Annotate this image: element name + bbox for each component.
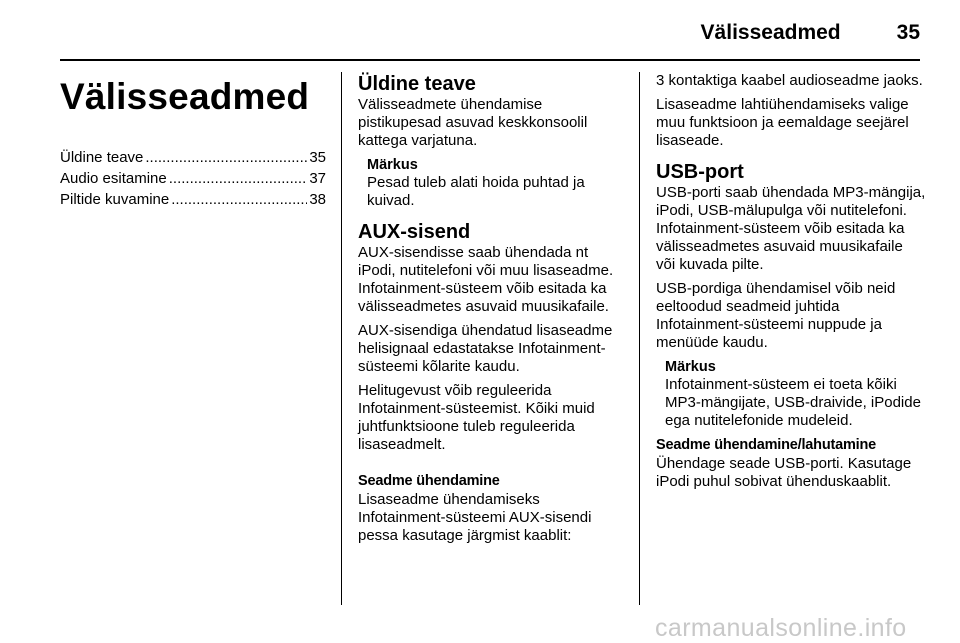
subheading-connect-device: Seadme ühendamine — [358, 473, 500, 489]
column-3 — [656, 72, 926, 497]
usb-paragraph-1: USB-porti saab ühendada MP3-mängija, iPodi, USB-mälupulga või nutitelefoni. Infotainment-süsteem võib esitada ka välisseadmetes asuvaid muusikafaile või kuvada pilte. — [656, 184, 926, 273]
section-heading-general: Üldine teave — [358, 73, 476, 95]
toc-leader — [169, 168, 308, 189]
toc-page: 37 — [309, 170, 326, 187]
column-divider-1 — [341, 72, 342, 605]
usb-paragraph-2: USB-pordiga ühendamisel võib neid eeltoodud seadmeid juhtida Infotainment-süsteemi nuppude ja menüüde kaudu. — [656, 280, 896, 351]
toc-label: Üldine teave — [60, 149, 144, 166]
toc-item-pictures[interactable] — [60, 189, 326, 210]
toc-leader — [145, 147, 307, 168]
watermark: carmanualsonline.info — [655, 614, 907, 642]
aux-paragraph-2: AUX-sisendiga ühendatud lisaseadme helisignaal edastatakse Infotainment-süsteemi kõlarite kaudu. — [358, 322, 613, 375]
chapter-title: Välisseadmed — [60, 76, 310, 117]
header-rule — [60, 59, 920, 61]
toc-page: 38 — [309, 191, 326, 208]
connect-body: Lisaseadme ühendamiseks Infotainment-süsteemi AUX-sisendi pessa kasutage järgmist kaablit: — [358, 491, 592, 544]
aux-paragraph-3: Helitugevust võib reguleerida Infotainment-süsteemist. Kõiki muid juhtfunktsioone tuleb reguleerida lisaseadmelt. — [358, 382, 595, 453]
column-2 — [358, 72, 626, 551]
note-usb — [665, 358, 926, 430]
cable-text: 3 kontaktiga kaabel audioseadme jaoks. — [656, 72, 923, 89]
running-header — [701, 16, 920, 50]
general-subheading: Välisseadmete ühendamise — [358, 96, 543, 113]
note-text: Infotainment-süsteem ei toeta kõiki MP3-mängijate, USB-draivide, iPodide ega nutitelefonide mudeleid. — [665, 376, 921, 429]
disconnect-text: Lisaseadme lahtiühendamiseks valige muu funktsioon ja eemaldage seejärel lisaseade. — [656, 96, 909, 149]
usb-connect-body: Ühendage seade USB-porti. Kasutage iPodi puhul sobivat ühenduskaablit. — [656, 455, 912, 490]
general-body: pistikupesad asuvad keskkonsoolil kattega varjatuna. — [358, 114, 588, 149]
toc-label: Audio esitamine — [60, 170, 167, 187]
header-title: Välisseadmed — [700, 21, 841, 44]
toc-item-audio[interactable] — [60, 168, 326, 189]
note-label: Märkus — [665, 359, 716, 375]
note-general — [367, 156, 626, 210]
aux-paragraph-1: AUX-sisendisse saab ühendada nt iPodi, nutitelefoni või muu lisaseadme. Infotainment-süsteem võib esitada ka välisseadmetes asuvaid muusikafaile. — [358, 244, 614, 315]
toc-leader — [171, 189, 307, 210]
note-text: Pesad tuleb alati hoida puhtad ja kuivad. — [367, 174, 585, 209]
subheading-connect-disconnect: Seadme ühendamine/lahutamine — [656, 437, 877, 453]
toc-label: Piltide kuvamine — [60, 191, 170, 208]
section-heading-aux: AUX-sisend — [358, 221, 471, 243]
toc-item-general[interactable] — [60, 147, 326, 168]
column-1 — [60, 72, 326, 210]
page-number: 35 — [896, 21, 920, 44]
toc-page: 35 — [309, 149, 326, 166]
note-label: Märkus — [367, 157, 418, 173]
table-of-contents — [60, 147, 326, 210]
column-divider-2 — [639, 72, 640, 605]
section-heading-usb: USB-port — [656, 161, 744, 183]
